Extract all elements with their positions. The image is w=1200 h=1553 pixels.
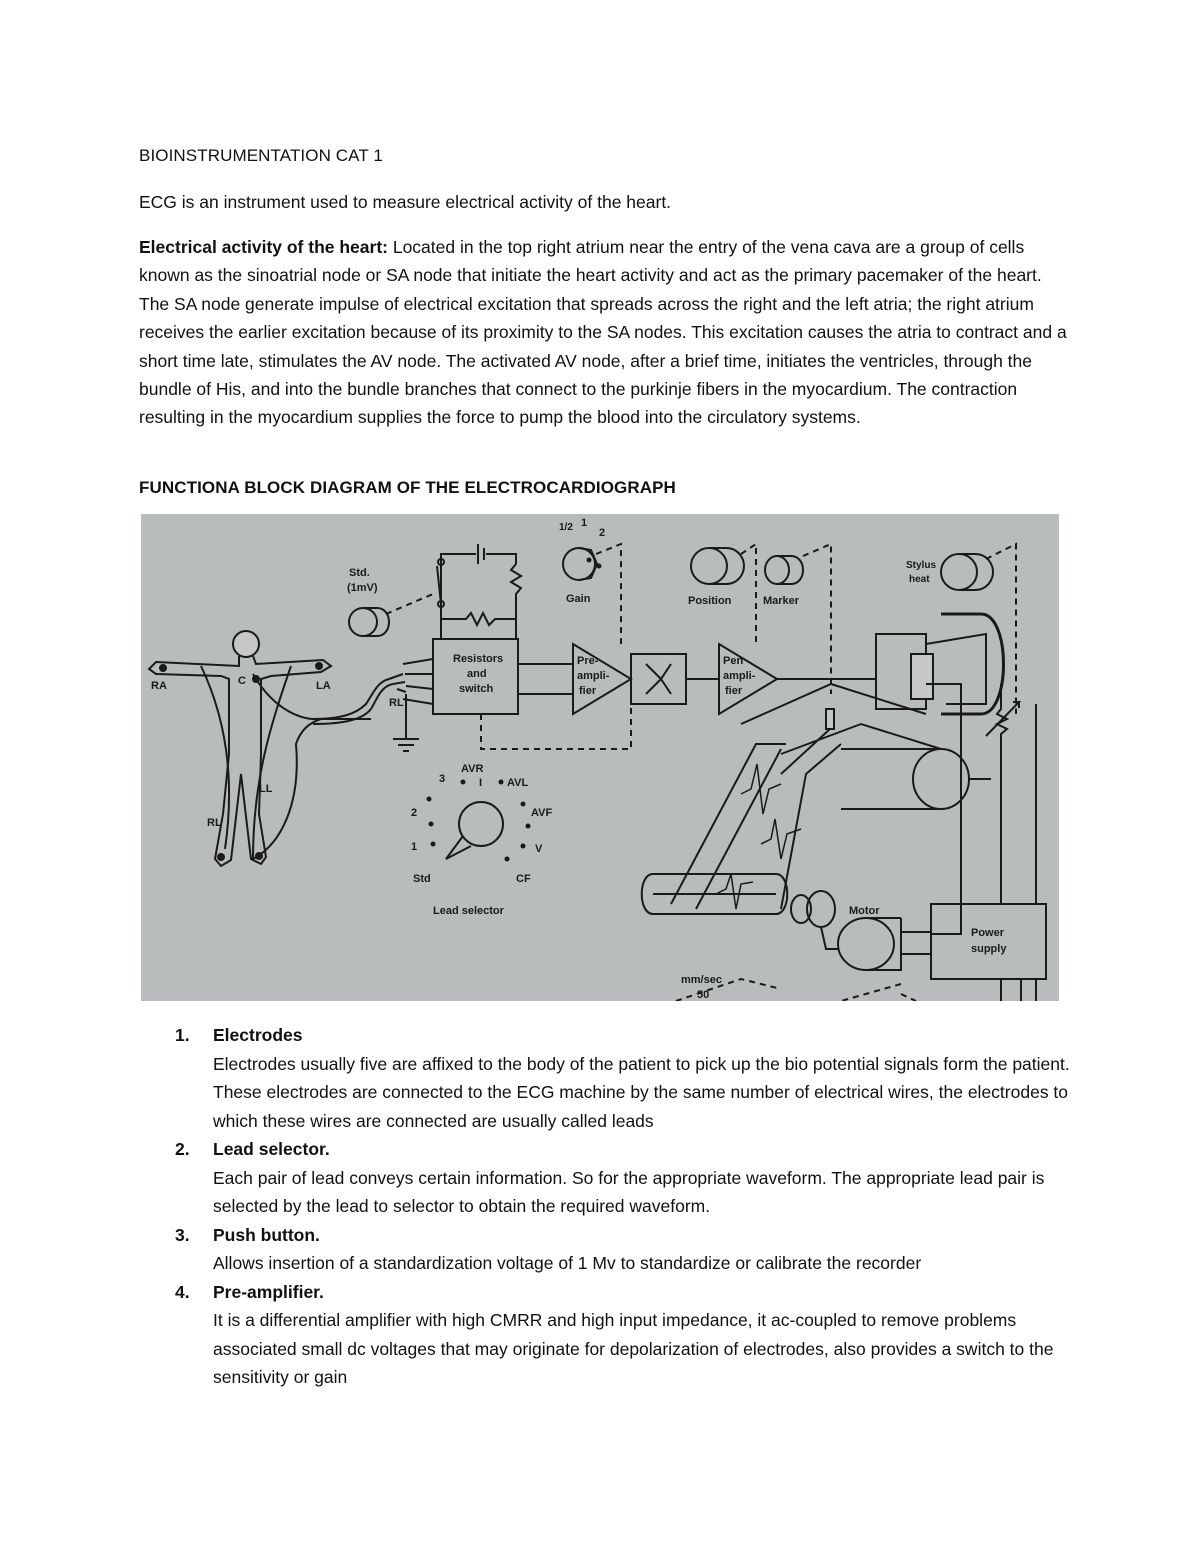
label-lead-2: 2	[411, 807, 418, 819]
label-lead-I: I	[479, 777, 483, 789]
label-std-line1: Std.	[349, 567, 370, 579]
label-marker: Marker	[763, 595, 800, 607]
power-supply-box	[931, 904, 1046, 979]
list-title: Pre-amplifier.	[213, 1281, 324, 1302]
label-position: Position	[688, 595, 732, 607]
label-stylus-line2: heat	[909, 574, 930, 585]
list-number: 4.	[175, 1281, 190, 1302]
label-la: LA	[316, 680, 331, 692]
section-heading: FUNCTIONA BLOCK DIAGRAM OF THE ELECTROCARDIOGRAPH	[139, 478, 676, 497]
label-lead-3: 3	[439, 773, 446, 785]
label-lead-cf: CF	[516, 873, 531, 885]
label-lead-avf: AVF	[531, 807, 553, 819]
label-resistors-line1: Resistors	[453, 653, 504, 665]
paragraph-text: Located in the top right atrium near the entry of the vena cava are a group of cells known as the sinoatrial node or SA node that initiate the heart activity and act as the primary pacemaker of the heart. The SA node generate impulse of electrical excitation that spreads across the right and the left atria; the right atrium receives the earlier excitation because of its proximity to the SA nodes. This excitation causes the atria to contract and a short time late, stimulates the AV node. The activated AV node, after a brief time, initiates the ventricles, through the bundle of His, and into the bundle branches that connect to the purkinje fibers in the myocardium. The contraction resulting in the myocardium supplies the force to pump the blood into the circulatory systems.	[139, 237, 1067, 428]
list-body: Allows insertion of a standardization voltage of 1 Mv to standardize or calibrate the recorder	[213, 1253, 922, 1273]
label-pen-line3: fier	[725, 685, 743, 697]
list-item	[139, 1221, 1079, 1278]
label-ra: RA	[151, 680, 167, 692]
label-rl-ground: RL	[389, 697, 404, 709]
list-body: Each pair of lead conveys certain information. So for the appropriate waveform. The appropriate lead pair is selected by the lead to selector to obtain the required waveform.	[213, 1167, 1045, 1216]
ecg-diagram-svg	[141, 514, 1059, 1001]
intro-sentence: ECG is an instrument used to measure electrical activity of the heart.	[139, 192, 672, 212]
human-figure	[149, 631, 406, 866]
list-body: It is a differential amplifier with high CMRR and high input impedance, it ac-coupled to remove problems associated small dc voltages that may originate for depolarization of electrodes, also provides a switch to the sensitivity or gain	[213, 1310, 1054, 1387]
list-title: Electrodes	[213, 1025, 303, 1045]
document-title: BIOINSTRUMENTATION CAT 1	[139, 146, 383, 165]
label-lead-avl: AVL	[507, 777, 529, 789]
label-lead-selector: Lead selector	[433, 905, 504, 917]
label-power-line1: Power	[971, 927, 1005, 939]
label-speed-unit: mm/sec	[681, 974, 722, 986]
label-motor: Motor	[849, 905, 880, 917]
list-title: Lead selector.	[213, 1139, 330, 1159]
label-c: C	[238, 675, 246, 687]
label-resistors-line3: switch	[459, 683, 494, 695]
component-list	[139, 1021, 1079, 1392]
label-stylus-line1: Stylus	[906, 560, 937, 571]
heart-activity-paragraph	[139, 233, 1069, 432]
lead-selector-knob	[459, 802, 503, 846]
list-body: Electrodes usually five are affixed to the body of the patient to pick up the bio potential signals form the patient. These electrodes are connected to the ECG machine by the same number of electrical wires, the electrodes to which these wires are connected are usually called leads	[213, 1053, 1070, 1131]
list-number: 3.	[175, 1224, 190, 1245]
label-pre-line1: Pre-	[577, 655, 599, 667]
list-item	[139, 1135, 1079, 1221]
label-gain-one: 1	[581, 517, 588, 529]
list-title: Push button.	[213, 1224, 320, 1245]
label-ll: LL	[259, 783, 273, 795]
label-gain-half: 1/2	[559, 522, 573, 533]
label-pen-line2: ampli-	[723, 670, 756, 682]
paragraph-lead: Electrical activity of the heart:	[139, 237, 388, 257]
label-pre-line2: ampli-	[577, 670, 610, 682]
label-lead-1: 1	[411, 841, 418, 853]
ecg-block-diagram	[141, 514, 1059, 1001]
list-number: 1.	[175, 1025, 190, 1045]
label-gain-two: 2	[599, 527, 606, 539]
list-item	[139, 1021, 1079, 1135]
label-pre-line3: fier	[579, 685, 597, 697]
label-speed-value: 50	[697, 989, 710, 1001]
label-lead-avr: AVR	[461, 763, 484, 775]
label-lead-std: Std	[413, 873, 431, 885]
label-lead-v: V	[535, 843, 543, 855]
label-power-line2: supply	[971, 943, 1007, 955]
label-std-line2: (1mV)	[347, 582, 378, 594]
list-item	[139, 1278, 1079, 1392]
label-gain: Gain	[566, 593, 591, 605]
label-pen-line1: Pen	[723, 655, 744, 667]
label-rl-body: RL	[207, 817, 222, 829]
label-resistors-line2: and	[467, 668, 487, 680]
list-number: 2.	[175, 1139, 190, 1159]
